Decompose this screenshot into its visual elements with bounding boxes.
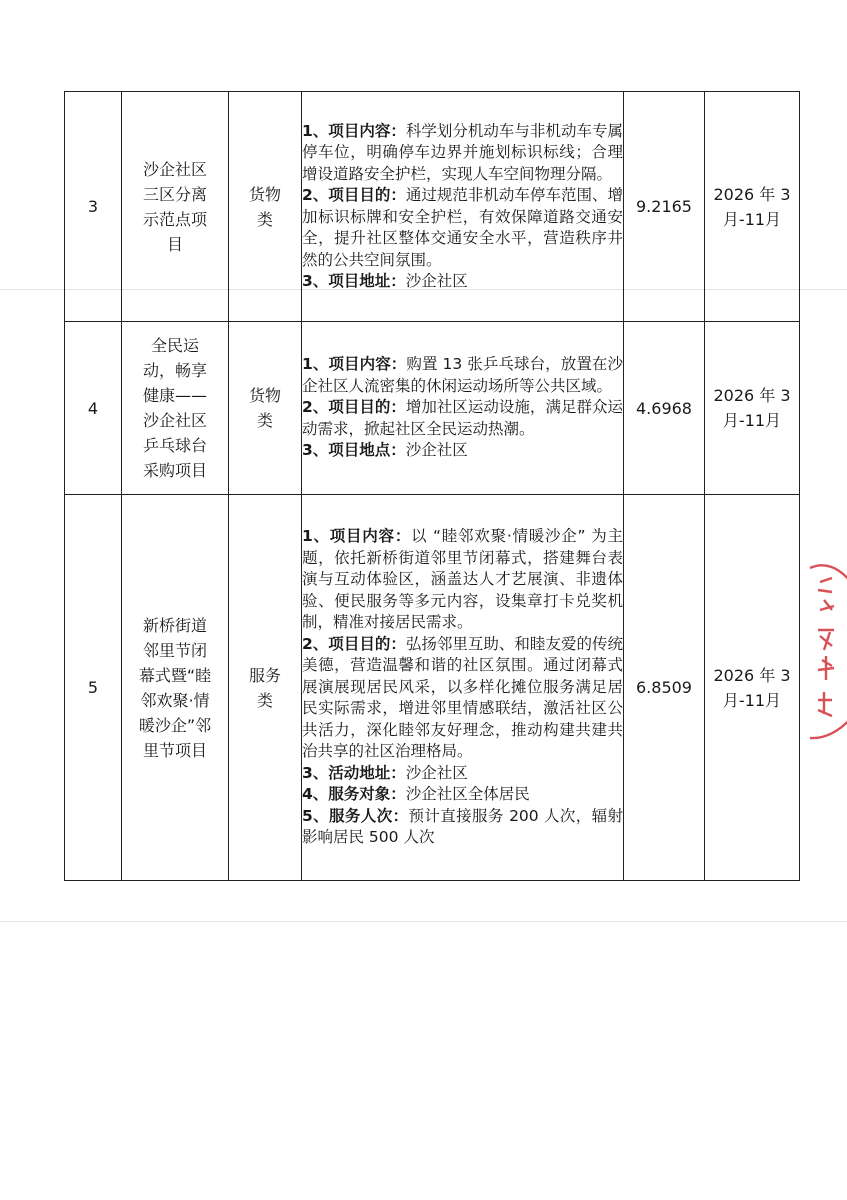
project-period-cell	[705, 322, 800, 495]
project-details	[302, 495, 624, 881]
project-period: 2026 年 3月-11月	[713, 386, 791, 430]
detail-text: 沙企社区	[405, 441, 468, 460]
detail-label: 2、项目目的：	[302, 398, 406, 417]
detail-label: 1、项目内容：	[302, 527, 412, 546]
seal-stamp	[808, 560, 847, 745]
project-name-cell	[122, 322, 229, 495]
budget-amount: 9.2165	[624, 92, 705, 322]
detail-label: 1、项目内容：	[302, 121, 406, 140]
budget-amount: 6.8509	[624, 495, 705, 881]
project-name: 新桥街道邻里节闭幕式暨“睦邻欢聚·情暖沙企”邻里节项目	[138, 615, 212, 760]
detail-text: 以 “睦邻欢聚·情暖沙企” 为主题，依托新桥街道邻里节闭幕式，搭建舞台表演与互动体验区，涵盖达人才艺展演、非遗体验、便民服务等多元内容，设集章打卡兑奖机制，精准对接居民需求。	[302, 527, 623, 632]
detail-item	[302, 185, 623, 271]
project-name-cell	[122, 495, 229, 881]
detail-item	[302, 784, 623, 806]
detail-item	[302, 440, 623, 462]
project-category: 货物类	[248, 184, 281, 229]
detail-label: 4、服务对象：	[302, 785, 406, 804]
detail-item	[302, 526, 623, 634]
detail-label: 3、项目地址：	[302, 272, 406, 290]
detail-label: 3、活动地址：	[302, 763, 406, 782]
detail-text: 购置 13 张乒乓球台，放置在沙企社区人流密集的休闲运动场所等公共区域。	[302, 355, 623, 395]
table-row	[65, 322, 800, 495]
detail-text: 沙企社区	[405, 272, 468, 290]
detail-text: 沙企社区全体居民	[405, 785, 530, 804]
table-row	[65, 92, 800, 322]
project-category: 服务类	[248, 665, 281, 710]
row-number: 5	[65, 495, 122, 881]
detail-label: 5、服务人次：	[302, 806, 409, 825]
project-details	[302, 322, 624, 495]
budget-amount: 4.6968	[624, 322, 705, 495]
category-cell	[229, 495, 302, 881]
project-details	[302, 92, 624, 322]
detail-item	[302, 763, 623, 785]
detail-text: 增加社区运动设施，满足群众运动需求，掀起社区全民运动热潮。	[302, 398, 623, 438]
row-number: 4	[65, 322, 122, 495]
project-name-cell	[122, 92, 229, 322]
project-name: 全民运动，畅享健康——沙企社区乒乓球台采购项目	[142, 336, 207, 480]
project-period: 2026 年 3月-11月	[713, 184, 791, 229]
category-cell	[229, 322, 302, 495]
detail-text: 弘扬邻里互助、和睦友爱的传统美德，营造温馨和谐的社区氛围。通过闭幕式展演展现居民风采，以多样化摊位服务满足居民实际需求，增进邻里情感联结，激活社区公共活力，深化睦邻友好理念，推动构建共建共治共享的社区治理格局。	[302, 634, 623, 761]
detail-item	[302, 354, 623, 397]
detail-item	[302, 634, 623, 763]
project-period: 2026 年 3月-11月	[713, 665, 791, 710]
project-category: 货物类	[248, 386, 281, 430]
row-number: 3	[65, 92, 122, 322]
detail-item	[302, 806, 623, 849]
detail-item	[302, 271, 623, 293]
detail-item	[302, 121, 623, 186]
project-period-cell	[705, 92, 800, 322]
detail-label: 2、项目目的：	[302, 186, 406, 204]
scan-line	[0, 921, 847, 922]
project-name: 沙企社区三区分离示范点项目	[142, 159, 207, 254]
detail-text: 沙企社区	[405, 763, 468, 782]
project-table	[64, 91, 800, 881]
project-period-cell	[705, 495, 800, 881]
table-row	[65, 495, 800, 881]
detail-text: 通过规范非机动车停车范围、增加标识标牌和安全护栏，有效保障道路交通安全，提升社区整体交通安全水平，营造秩序井然的公共空间氛围。	[302, 186, 623, 269]
detail-label: 2、项目目的：	[302, 634, 406, 653]
detail-item	[302, 397, 623, 440]
detail-text: 预计直接服务 200 人次，辐射影响居民 500 人次	[302, 806, 623, 847]
category-cell	[229, 92, 302, 322]
detail-label: 3、项目地点：	[302, 441, 406, 460]
detail-label: 1、项目内容：	[302, 355, 407, 374]
detail-text: 科学划分机动车与非机动车专属停车位，明确停车边界并施划标识标线；合理增设道路安全护栏，实现人车空间物理分隔。	[302, 121, 623, 183]
